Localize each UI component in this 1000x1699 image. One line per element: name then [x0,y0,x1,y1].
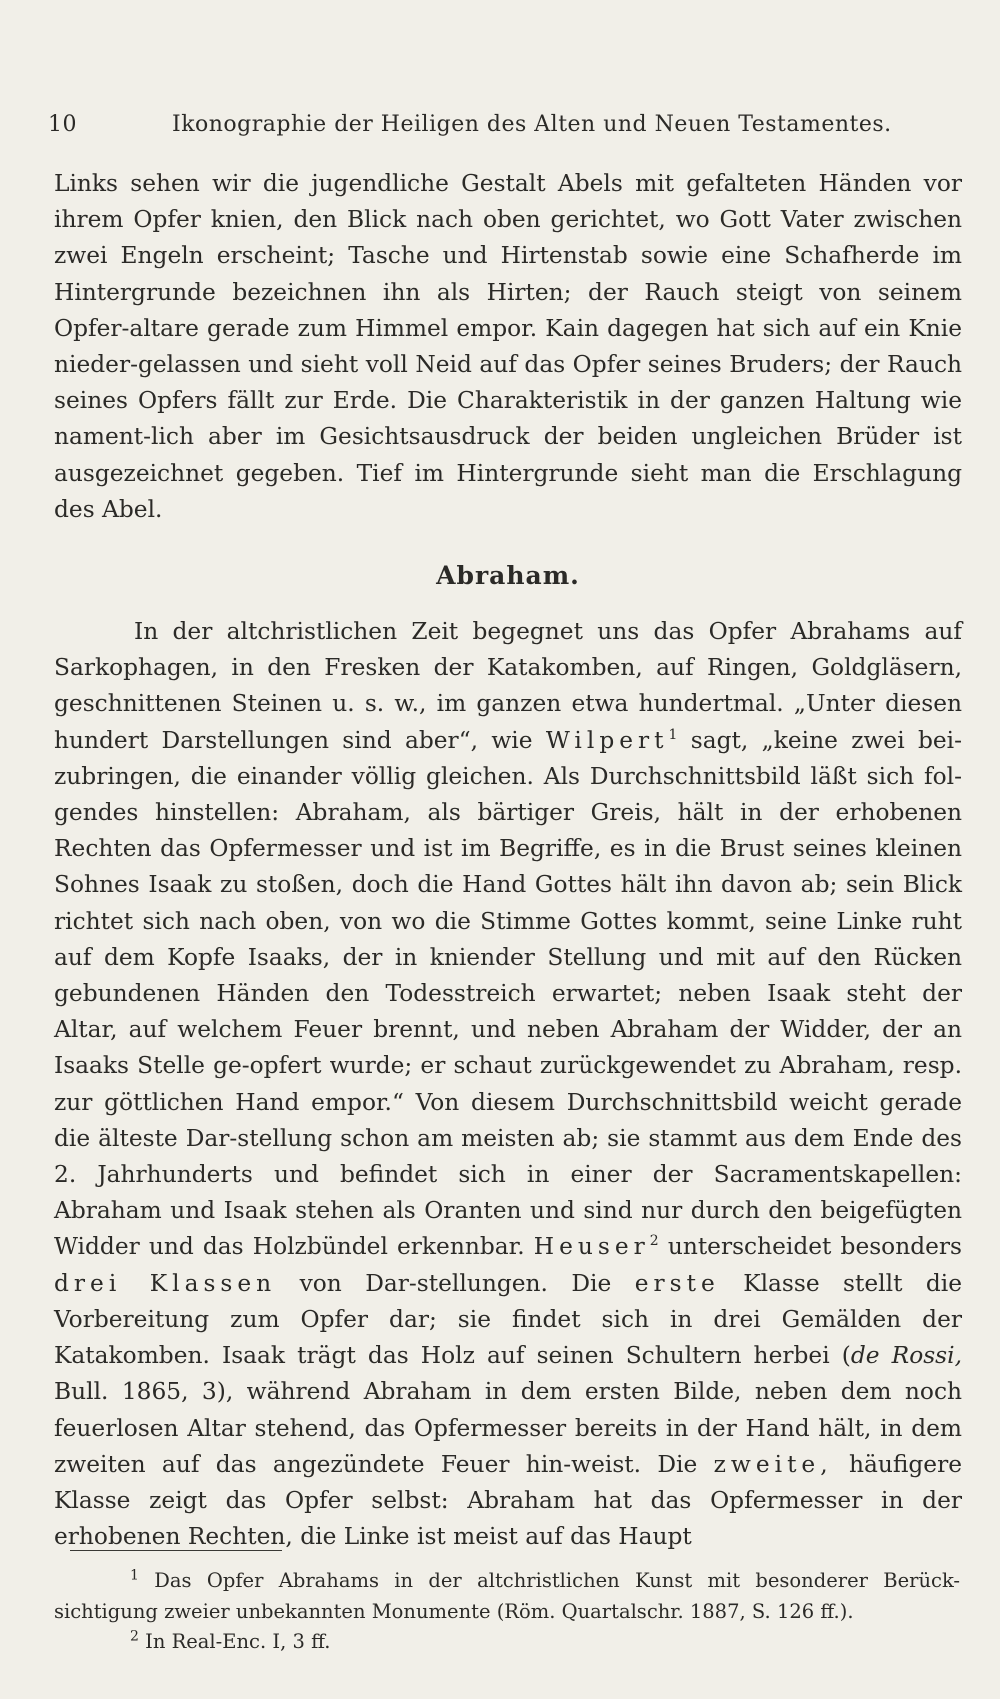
footnote-text-1: Das Opfer Abrahams in der altchristlichen Kunst mit besonderer Berück-sichtigung zweier unbekannten Monumente (Röm. Quartalschr. 1887, S. 126 ff.). [54,1569,961,1623]
text-run: Bull. 1865, 3), während Abraham in dem ersten Bilde, neben dem noch feuerlosen Altar stehend, das Opfermesser bereits in der Hand hält, in dem zweiten auf das angezündete Feuer hin-weist. Die [54,1378,962,1478]
footnote-1 [54,1566,960,1627]
author-heuser: Heuser [533,1233,650,1261]
emphasis-drei-klassen: drei Klassen [54,1269,277,1297]
paragraph-abraham [54,614,962,1555]
citation-de-rossi: de Rossi, [850,1342,962,1370]
footnote-ref-1: 1 [668,726,678,743]
text-run: sagt, „keine zwei bei-zubringen, die einander völlig gleichen. Als Durchschnittsbild läßt sich fol-gendes hinstellen: Abraham, als bärtiger Greis, hält in der erhobenen Rechten das Opfermesser und ist im Begriffe, es in die Brust seines kleinen Sohnes Isaak zu stoßen, doch die Hand Gottes hält ihn davon ab; sein Blick richtet sich nach oben, von wo die Stimme Gottes kommt, seine Linke ruht auf dem Kopfe Isaaks, der in kniender Stellung und mit auf den Rücken gebundenen Händen den Todesstreich erwartet; neben Isaak steht der Altar, auf welchem Feuer brennt, und neben Abraham der Widder, der an Isaaks Stelle ge-opfert wurde; er schaut zurückgewendet zu Abraham, resp. zur göttlichen Hand empor.“ Von diesem Durchschnittsbild weicht gerade die älteste Dar-stellung schon am meisten ab; sie stammt aus dem Ende des 2. Jahrhunderts und befindet sich in einer der Sacramentskapellen: Abraham und Isaak stehen als Oranten und sind nur durch den beigefügten Widder und das Holzbündel erkennbar. [54,726,963,1261]
running-title: Ikonographie der Heiligen des Alten und Neuen Testamentes. [172,112,892,137]
emphasis-erste: erste [634,1269,720,1297]
footnote-text-2: In Real-Enc. I, 3 ff. [145,1630,331,1653]
footnote-mark-2: 2 [130,1628,139,1645]
text-run: von Dar-stellungen. Die [299,1269,612,1297]
footnote-mark-1: 1 [130,1567,139,1584]
footnotes [54,1566,960,1658]
text-run: unterscheidet besonders [667,1233,963,1261]
page-number: 10 [48,112,77,137]
emphasis-zweite: zweite, [713,1450,833,1478]
text-run: Klasse stellt die Vorbereitung zum Opfer dar; sie findet sich in drei Gemälden der Katakomben. Isaak trägt das Holz auf seinen Schultern herbei ( [54,1269,963,1370]
running-head [48,112,960,148]
section-heading-abraham: Abraham. [436,561,580,591]
footnote-2 [54,1627,960,1658]
paragraph-abel-kain: Links sehen wir die jugendliche Gestalt Abels mit gefalteten Händen vor ihrem Opfer knien, den Blick nach oben gerichtet, wo Gott Vater zwischen zwei Engeln erscheint; Tasche und Hirtenstab sowie eine Schafherde im Hintergrunde bezeichnen ihn als Hirten; der Rauch steigt von seinem Opfer-altare gerade zum Himmel empor. Kain dagegen hat sich auf ein Knie nieder-gelassen und sieht voll Neid auf das Opfer seines Bruders; der Rauch seines Opfers fällt zur Erde. Die Charakteristik in der ganzen Haltung wie nament-lich aber im Gesichtsausdruck der beiden ungleichen Brüder ist ausgezeichnet gegeben. Tief im Hintergrunde sieht man die Erschlagung des Abel. [54,170,962,523]
author-wilpert: Wilpert [545,726,669,754]
text-run: häufigere Klasse zeigt das Opfer selbst: Abraham hat das Opfermesser in der erhobenen Rechten, die Linke ist meist auf das Haupt [54,1450,963,1551]
footnote-divider [70,1550,282,1551]
text-run: In der altchristlichen Zeit begegnet uns das Opfer Abrahams auf Sarkophagen, in den Fresken der Katakomben, auf Ringen, Goldgläsern, geschnittenen Steinen u. s. w., im ganzen etwa hundertmal. „Unter diesen hundert Darstellungen sind aber“, wie [54,618,962,754]
body-text [54,166,962,1555]
footnote-ref-2: 2 [649,1233,659,1250]
